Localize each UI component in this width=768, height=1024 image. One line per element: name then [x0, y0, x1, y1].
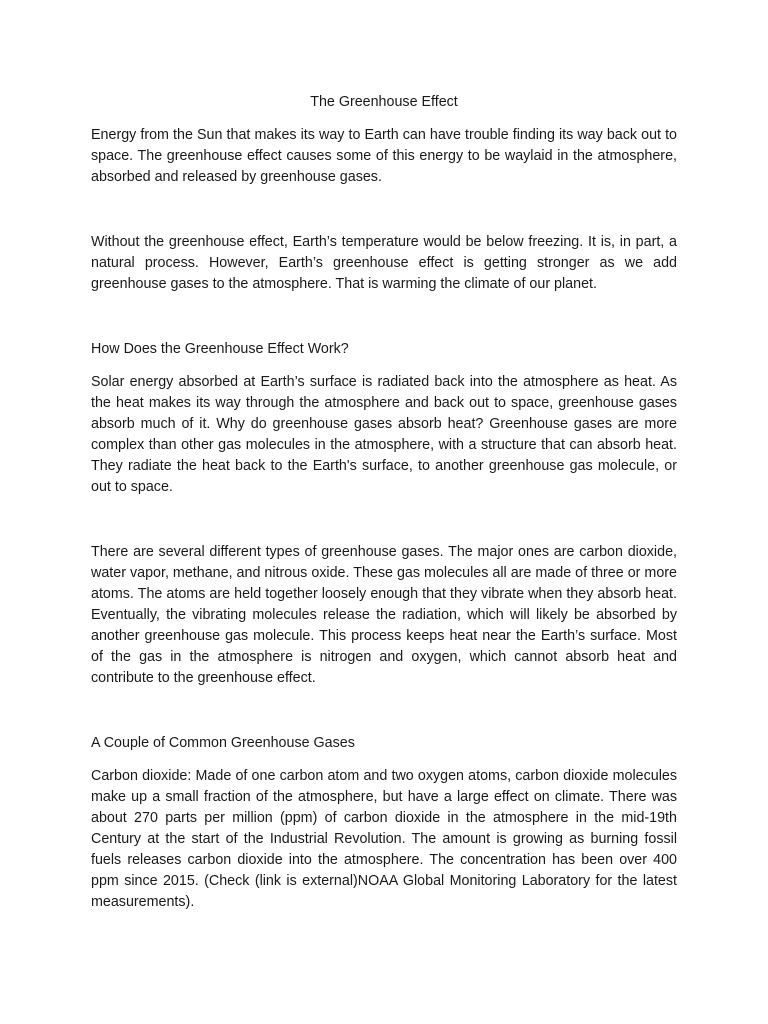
section-1-paragraph-2: There are several different types of greenhouse gases. The major ones are carbon dioxide, water vapor, methane, and nitrous oxide. These gas molecules all are made of three or more atoms. The atoms are held together loosely enough that they vibrate when they absorb heat. Eventually, the vibrating molecules release the radiation, which will likely be absorbed by another greenhouse gas molecule. This process keeps heat near the Earth’s surface. Most of the gas in the atmosphere is nitrogen and oxygen, which cannot absorb heat and contribute to the greenhouse effect.: [91, 544, 677, 686]
section-heading-how-it-works: How Does the Greenhouse Effect Work?: [91, 341, 349, 357]
section-heading-common-gases: A Couple of Common Greenhouse Gases: [91, 735, 355, 751]
section-1-paragraph-1: Solar energy absorbed at Earth’s surface is radiated back into the atmosphere as heat. As the heat makes its way through the atmosphere and back out to space, greenhouse gases absorb much of it. Why do greenhouse gases absorb heat? Greenhouse gases are more complex than other gas molecules in the atmosphere, with a structure that can absorb heat. They radiate the heat back to the Earth's surface, to another greenhouse gas molecule, or out to space.: [91, 374, 677, 495]
document-title: The Greenhouse Effect: [310, 94, 458, 110]
section-2-paragraph-1: Carbon dioxide: Made of one carbon atom and two oxygen atoms, carbon dioxide molecules make up a small fraction of the atmosphere, but have a large effect on climate. There was about 270 parts per million (ppm) of carbon dioxide in the atmosphere in the mid-19th Century at the start of the Industrial Revolution. The amount is growing as burning fossil fuels releases carbon dioxide into the atmosphere. The concentration has been over 400 ppm since 2015. (Check (link is external)NOAA Global Monitoring Laboratory for the latest measurements).: [91, 768, 677, 910]
intro-paragraph-2: Without the greenhouse effect, Earth’s temperature would be below freezing. It is, in part, a natural process. However, Earth’s greenhouse effect is getting stronger as we add greenhouse gases to the atmosphere. That is warming the climate of our planet.: [91, 234, 677, 292]
document-page: [91, 92, 677, 913]
intro-paragraph-1: Energy from the Sun that makes its way to Earth can have trouble finding its way back out to space. The greenhouse effect causes some of this energy to be waylaid in the atmosphere, absorbed and released by greenhouse gases.: [91, 127, 677, 185]
